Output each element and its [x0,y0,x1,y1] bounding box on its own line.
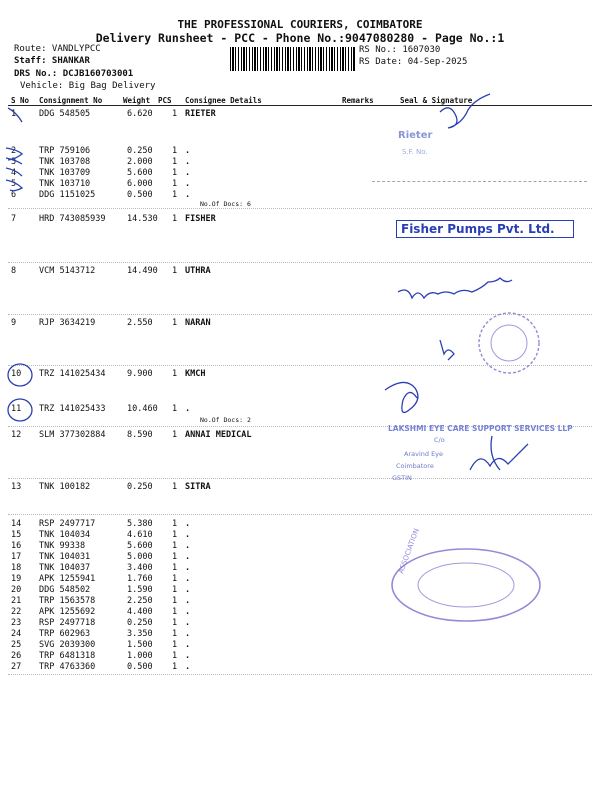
row-pcs: 1 [172,266,178,276]
row-consignee: . [185,552,191,562]
row-consignment: TNK 100182 [39,482,91,492]
row-weight: 3.350 [127,629,153,639]
row-consignee: SITRA [185,482,211,492]
row-sno: 10 [11,369,22,379]
row-sno: 4 [11,168,17,178]
row-weight: 5.600 [127,541,153,551]
row-consignment: DDG 1151025 [39,190,96,200]
row-consignment: TNK 103708 [39,157,91,167]
col-consignee: Consignee Details [185,96,262,105]
rieter-stamp [398,130,432,141]
row-weight: 5.000 [127,552,153,562]
row-pcs: 1 [172,519,178,529]
row-consignment: TNK 103710 [39,179,91,189]
row-pcs: 1 [172,629,178,639]
row-pcs: 1 [172,168,178,178]
row-weight: 2.250 [127,596,153,606]
row-weight: 8.590 [127,430,153,440]
lakshmi-stamp-c: C/o [434,436,445,444]
row-consignee: . [185,519,191,529]
row-consignee: . [185,662,191,672]
row-weight: 2.000 [127,157,153,167]
runsheet-subtitle: Delivery Runsheet - PCC - Phone No.:9047080280 - Page No.:1 [95,31,505,45]
row-pcs: 1 [172,596,178,606]
row-pcs: 1 [172,157,178,167]
row-weight: 0.500 [127,190,153,200]
row-pcs: 1 [172,214,178,224]
route-label: Route: VANDLYPCC [14,44,101,54]
row-consignment: DDG 548502 [39,585,91,595]
stamp-underline [372,181,587,182]
row-consignment: RJP 3634219 [39,318,96,328]
docs-count-note: No.Of Docs: 6 [200,200,251,208]
row-weight: 6.000 [127,179,153,189]
row-consignee: . [185,190,191,200]
row-consignee: . [185,541,191,551]
row-pcs: 1 [172,541,178,551]
row-consignment: TRZ 141025434 [39,369,106,379]
row-consignee: . [185,640,191,650]
row-sno: 9 [11,318,17,328]
row-consignment: TNK 104031 [39,552,91,562]
row-consignee: ANNAI MEDICAL [185,430,252,440]
row-weight: 5.380 [127,519,153,529]
row-weight: 1.590 [127,585,153,595]
row-sno: 17 [11,552,22,562]
row-pcs: 1 [172,530,178,540]
row-sno: 20 [11,585,22,595]
row-consignment: VCM 5143712 [39,266,96,276]
row-consignment: SVG 2039300 [39,640,96,650]
row-consignee: . [185,168,191,178]
col-weight: Weight [123,96,151,105]
row-consignee: . [185,404,191,414]
row-weight: 4.400 [127,607,153,617]
col-remarks: Remarks [342,96,374,105]
row-sno: 19 [11,574,22,584]
row-sno: 12 [11,430,22,440]
row-sno: 8 [11,266,17,276]
col-seal: Seal & Signature [400,96,473,105]
row-weight: 1.760 [127,574,153,584]
row-weight: 4.610 [127,530,153,540]
row-consignment: TRP 4763360 [39,662,96,672]
row-sno: 5 [11,179,17,189]
row-weight: 0.250 [127,482,153,492]
row-sno: 16 [11,541,22,551]
row-pcs: 1 [172,618,178,628]
row-consignment: SLM 377302884 [39,430,106,440]
row-consignment: TRP 759106 [39,146,91,156]
row-consignment: RSP 2497717 [39,519,96,529]
row-consignment: TNK 99338 [39,541,86,551]
row-pcs: 1 [172,482,178,492]
row-pcs: 1 [172,179,178,189]
row-weight: 0.250 [127,618,153,628]
row-sno: 14 [11,519,22,529]
row-pcs: 1 [172,563,178,573]
row-pcs: 1 [172,404,178,414]
lakshmi-stamp-addr: Aravind Eye [404,450,444,458]
staff-label: Staff: SHANKAR [14,56,90,66]
row-sno: 18 [11,563,22,573]
row-consignment: RSP 2497718 [39,618,96,628]
row-consignee: . [185,530,191,540]
row-consignment: TRZ 141025433 [39,404,106,414]
row-pcs: 1 [172,662,178,672]
row-weight: 10.460 [127,404,158,414]
row-pcs: 1 [172,651,178,661]
row-consignment: TNK 104034 [39,530,91,540]
company-title: THE PROFESSIONAL COURIERS, COIMBATORE [177,18,423,31]
row-consignment: APK 1255941 [39,574,96,584]
fisher-stamp-text: Fisher Pumps Pvt. Ltd. [401,222,555,236]
row-weight: 6.620 [127,109,153,119]
row-pcs: 1 [172,190,178,200]
lakshmi-stamp-gst: GSTIN [392,474,412,482]
row-weight: 1.000 [127,651,153,661]
row-consignee: UTHRA [185,266,211,276]
row-consignment: TRP 1563578 [39,596,96,606]
row-pcs: 1 [172,146,178,156]
row-sno: 24 [11,629,22,639]
row-sno: 15 [11,530,22,540]
row-sno: 21 [11,596,22,606]
row-sno: 11 [11,404,22,414]
row-pcs: 1 [172,430,178,440]
row-consignee: . [185,179,191,189]
lakshmi-stamp-city: Coimbatore [396,462,434,470]
row-pcs: 1 [172,109,178,119]
col-pcs: PCS [158,96,172,105]
row-weight: 3.400 [127,563,153,573]
row-sno: 6 [11,190,17,200]
row-weight: 9.900 [127,369,153,379]
row-weight: 14.490 [127,266,158,276]
row-pcs: 1 [172,640,178,650]
row-weight: 1.500 [127,640,153,650]
row-weight: 2.550 [127,318,153,328]
row-consignment: TNK 104037 [39,563,91,573]
row-sno: 27 [11,662,22,672]
fisher-stamp [396,220,574,238]
rs-date: RS Date: 04-Sep-2025 [359,57,468,67]
association-stamp-text: ASSOCIATION [397,527,421,575]
row-consignee: RIETER [185,109,216,119]
row-consignment: APK 1255692 [39,607,96,617]
row-sno: 1 [11,109,17,119]
row-sno: 23 [11,618,22,628]
row-sno: 2 [11,146,17,156]
row-sno: 3 [11,157,17,167]
col-sno: S No [11,96,30,105]
row-consignment: HRD 743085939 [39,214,106,224]
row-consignee: . [185,146,191,156]
rs-number: RS No.: 1607030 [359,45,441,55]
rieter-stamp-sub: S.F. No. [402,148,428,156]
row-consignee: NARAN [185,318,211,328]
row-consignee: . [185,596,191,606]
row-consignment: TRP 602963 [39,629,91,639]
row-pcs: 1 [172,369,178,379]
row-consignment: DDG 548505 [39,109,91,119]
row-pcs: 1 [172,318,178,328]
row-sno: 7 [11,214,17,224]
row-pcs: 1 [172,574,178,584]
row-consignee: KMCH [185,369,206,379]
row-consignee: FISHER [185,214,216,224]
row-consignee: . [185,629,191,639]
docs-count-note: No.Of Docs: 2 [200,416,251,424]
row-weight: 5.600 [127,168,153,178]
round-stamp [474,308,544,378]
row-consignee: . [185,157,191,167]
row-consignee: . [185,618,191,628]
row-consignee: . [185,651,191,661]
row-sno: 13 [11,482,22,492]
rieter-stamp-text: Rieter [398,130,433,141]
row-sno: 26 [11,651,22,661]
row-consignee: . [185,574,191,584]
drs-number: DRS No.: DCJB160703001 [14,69,134,79]
row-weight: 14.530 [127,214,158,224]
row-pcs: 1 [172,607,178,617]
row-consignment: TRP 6481318 [39,651,96,661]
row-sno: 25 [11,640,22,650]
row-consignee: . [185,563,191,573]
row-pcs: 1 [172,552,178,562]
vehicle-label: Vehicle: Big Bag Delivery [20,81,156,91]
row-weight: 0.500 [127,662,153,672]
lakshmi-stamp: LAKSHMI EYE CARE SUPPORT SERVICES LLP [388,424,573,433]
association-stamp [388,545,548,625]
row-weight: 0.250 [127,146,153,156]
row-sno: 22 [11,607,22,617]
row-pcs: 1 [172,585,178,595]
col-consignment: Consignment No [39,96,103,105]
row-consignee: . [185,585,191,595]
row-consignment: TNK 103709 [39,168,91,178]
row-consignee: . [185,607,191,617]
